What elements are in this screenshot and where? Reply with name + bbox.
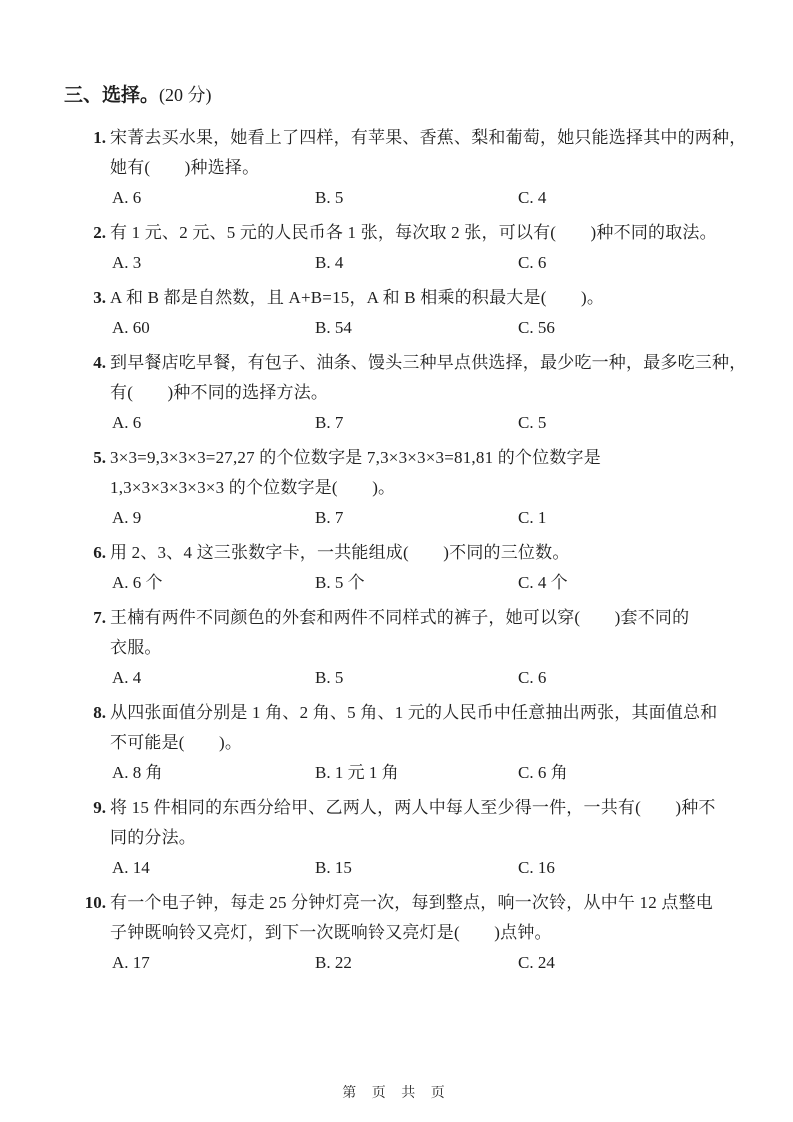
question-options xyxy=(110,313,737,343)
question-text xyxy=(110,283,737,313)
question-text-line: 有( )种不同的选择方法。 xyxy=(110,383,329,402)
question-options xyxy=(110,663,737,693)
question-content xyxy=(110,603,737,693)
option-b: B. 1 元 1 角 xyxy=(315,763,399,782)
option-b: B. 5 个 xyxy=(315,573,365,592)
question-options xyxy=(110,758,737,788)
question-number: 7. xyxy=(93,608,106,627)
question-number: 6. xyxy=(93,543,106,562)
question-text-line: 有一个电子钟，每走 25 分钟灯亮一次，每到整点，响一次铃，从中午 12 点整电 xyxy=(110,893,713,912)
question-text-line: 3×3=9,3×3×3=27,27 的个位数字是 7,3×3×3×3=81,81 的个位数字是 xyxy=(110,448,601,467)
option-a: A. 9 xyxy=(112,508,142,527)
option-a: A. 6 xyxy=(112,188,142,207)
question-item-3 xyxy=(64,283,737,343)
question-number: 4. xyxy=(93,353,106,372)
option-b: B. 4 xyxy=(315,253,344,272)
question-text-line: 宋菁去买水果，她看上了四样，有苹果、香蕉、梨和葡萄，她只能选择其中的两种， xyxy=(110,128,747,147)
option-c: C. 4 xyxy=(518,188,547,207)
page-footer: 第 页 共 页 xyxy=(342,1086,451,1101)
option-c: C. 24 xyxy=(518,953,555,972)
question-number: 3. xyxy=(93,288,106,307)
option-c: C. 56 xyxy=(518,318,555,337)
question-content xyxy=(110,348,747,438)
question-text-line: A 和 B 都是自然数，且 A+B=15，A 和 B 相乘的积最大是( )。 xyxy=(110,288,605,307)
option-a: A. 14 xyxy=(112,858,150,877)
question-text xyxy=(110,698,737,758)
question-text-line: 将 15 件相同的东西分给甲、乙两人，两人中每人至少得一件，一共有( )种不 xyxy=(110,798,716,817)
option-b: B. 5 xyxy=(315,188,344,207)
question-text-line: 衣服。 xyxy=(110,638,162,657)
question-text-line: 1,3×3×3×3×3×3 的个位数字是( )。 xyxy=(110,478,396,497)
question-options xyxy=(110,248,737,278)
option-c: C. 6 xyxy=(518,668,547,687)
option-b: B. 7 xyxy=(315,413,344,432)
section-title-text: 三、选择。 xyxy=(64,85,160,106)
question-item-2 xyxy=(64,218,737,278)
question-text xyxy=(110,538,737,568)
question-content xyxy=(110,793,737,883)
option-b: B. 54 xyxy=(315,318,352,337)
question-text-line: 同的分法。 xyxy=(110,828,196,847)
option-a: A. 60 xyxy=(112,318,150,337)
question-text xyxy=(110,443,737,503)
question-text-line: 她有( )种选择。 xyxy=(110,158,260,177)
question-item-10 xyxy=(64,888,737,978)
question-options xyxy=(110,503,737,533)
option-a: A. 8 角 xyxy=(112,763,163,782)
question-item-9 xyxy=(64,793,737,883)
question-item-5 xyxy=(64,443,737,533)
question-content xyxy=(110,888,737,978)
question-text-line: 用 2、3、4 这三张数字卡，一共能组成( )不同的三位数。 xyxy=(110,543,570,562)
question-number: 2. xyxy=(93,223,106,242)
question-options xyxy=(110,183,737,213)
option-c: C. 6 角 xyxy=(518,763,568,782)
section-score: (20 分) xyxy=(159,85,212,105)
question-item-4 xyxy=(64,348,747,438)
option-a: A. 6 个 xyxy=(112,573,163,592)
option-b: B. 5 xyxy=(315,668,344,687)
question-number: 5. xyxy=(93,448,106,467)
question-number: 10. xyxy=(84,893,106,912)
question-content xyxy=(110,538,737,598)
question-item-6 xyxy=(64,538,737,598)
question-text xyxy=(110,123,747,183)
question-content xyxy=(110,443,737,533)
option-b: B. 22 xyxy=(315,953,352,972)
question-text xyxy=(110,218,737,248)
option-c: C. 5 xyxy=(518,413,547,432)
question-text xyxy=(110,603,737,663)
question-number: 9. xyxy=(93,798,106,817)
question-content xyxy=(110,123,747,213)
question-item-7 xyxy=(64,603,737,693)
question-options xyxy=(110,408,737,438)
question-item-8 xyxy=(64,698,737,788)
option-c: C. 4 个 xyxy=(518,573,568,592)
option-b: B. 7 xyxy=(315,508,344,527)
option-a: A. 17 xyxy=(112,953,150,972)
question-options xyxy=(110,853,737,883)
question-text-line: 子钟既响铃又亮灯，到下一次既响铃又亮灯是( )点钟。 xyxy=(110,923,552,942)
question-number: 1. xyxy=(93,128,106,147)
option-b: B. 15 xyxy=(315,858,352,877)
option-a: A. 3 xyxy=(112,253,142,272)
question-content xyxy=(110,218,737,278)
question-text-line: 到早餐店吃早餐，有包子、油条、馒头三种早点供选择，最少吃一种，最多吃三种， xyxy=(110,353,747,372)
option-a: A. 4 xyxy=(112,668,142,687)
option-a: A. 6 xyxy=(112,413,142,432)
question-text-line: 不可能是( )。 xyxy=(110,733,243,752)
question-number: 8. xyxy=(93,703,106,722)
question-text-line: 从四张面值分别是 1 角、2 角、5 角、1 元的人民币中任意抽出两张，其面值总和 xyxy=(110,703,718,722)
question-item-1 xyxy=(64,123,747,213)
question-content xyxy=(110,283,737,343)
question-text xyxy=(110,888,737,948)
question-content xyxy=(110,698,737,788)
question-text-line: 有 1 元、2 元、5 元的人民币各 1 张，每次取 2 张，可以有( )种不同的取法。 xyxy=(110,223,717,242)
question-text xyxy=(110,348,747,408)
question-text-line: 王楠有两件不同颜色的外套和两件不同样式的裤子，她可以穿( )套不同的 xyxy=(110,608,690,627)
question-text xyxy=(110,793,737,853)
section-title xyxy=(64,84,737,107)
option-c: C. 1 xyxy=(518,508,547,527)
question-options xyxy=(110,948,737,978)
option-c: C. 16 xyxy=(518,858,555,877)
question-list xyxy=(64,123,747,978)
question-options xyxy=(110,568,737,598)
option-c: C. 6 xyxy=(518,253,547,272)
